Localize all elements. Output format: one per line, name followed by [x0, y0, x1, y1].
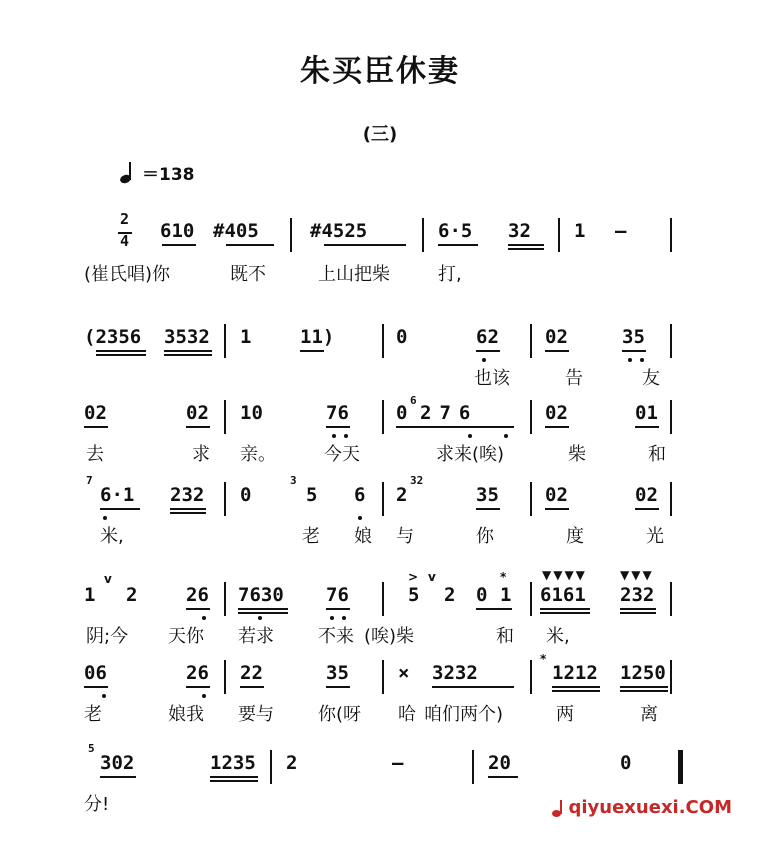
beam — [620, 690, 668, 692]
lyric: 和 — [496, 626, 514, 647]
beam — [432, 686, 514, 688]
lyric: 告 — [565, 368, 583, 389]
notes: 2 — [126, 584, 138, 606]
ornament-mark: * — [540, 652, 547, 666]
beam — [476, 350, 500, 352]
notes: — — [392, 752, 404, 774]
lyric: 度 — [566, 526, 584, 547]
barline — [530, 582, 532, 616]
notes: 02 — [545, 402, 568, 424]
notes: 1 — [84, 584, 96, 606]
lyric: 你(呀 — [318, 704, 362, 725]
section-number: (三) — [362, 124, 398, 145]
beam — [540, 608, 590, 610]
low-octave-dot — [330, 616, 334, 620]
score-line-3 — [0, 394, 760, 476]
notes: 22 — [240, 662, 263, 684]
barline — [670, 660, 672, 694]
barline — [530, 400, 532, 434]
beam — [545, 426, 569, 428]
beam — [238, 608, 288, 610]
notes: 1 — [500, 584, 512, 606]
notes: 6161 — [540, 584, 586, 606]
barline — [670, 582, 672, 616]
beam — [545, 350, 569, 352]
beam — [162, 244, 196, 246]
beam — [326, 608, 350, 610]
beam — [100, 508, 140, 510]
beam — [552, 690, 600, 692]
beam — [635, 426, 659, 428]
breath-mark: v — [428, 570, 436, 584]
barline — [670, 218, 672, 252]
notes: 610 — [160, 220, 195, 242]
lyric: 既不 — [230, 264, 266, 285]
notes: 32 — [508, 220, 531, 242]
beam — [396, 426, 514, 428]
notes: 1 — [240, 326, 252, 348]
low-octave-dot — [482, 358, 486, 362]
barline — [224, 324, 226, 358]
notes: 2 — [444, 584, 456, 606]
score-line-2 — [0, 326, 760, 400]
beam — [170, 512, 206, 514]
beam — [170, 508, 206, 510]
lyric: 天你 — [168, 626, 204, 647]
beam — [540, 612, 590, 614]
barline — [382, 660, 384, 694]
barline — [530, 482, 532, 516]
beam — [186, 686, 210, 688]
staccato-marks: ▼▼▼▼ — [542, 568, 587, 582]
low-octave-dot — [202, 616, 206, 620]
notes: (2356 — [84, 326, 142, 348]
low-octave-dot — [468, 434, 472, 438]
beam — [300, 350, 324, 352]
staccato-marks: ▼▼▼ — [620, 568, 654, 582]
lyric: 要与 — [238, 704, 274, 725]
beam — [476, 608, 512, 610]
lyric: 娘我 — [168, 704, 204, 725]
beam — [488, 776, 518, 778]
notes: 11) — [300, 326, 335, 348]
beam — [326, 686, 350, 688]
tempo-marking — [118, 160, 195, 185]
notes: 5 — [408, 584, 420, 606]
notes: 1 — [574, 220, 586, 242]
notes: 0 — [240, 484, 252, 506]
score-line-4 — [0, 474, 760, 558]
barline — [382, 582, 384, 616]
page-title: 朱买臣休妻 — [300, 54, 460, 89]
barline — [224, 660, 226, 694]
breath-mark: v — [104, 572, 112, 586]
beam — [186, 426, 210, 428]
low-octave-dot — [628, 358, 632, 362]
notes: 35 — [326, 662, 349, 684]
beam — [620, 608, 656, 610]
notes: 02 — [84, 402, 107, 424]
beam — [324, 244, 406, 246]
beam — [240, 686, 264, 688]
notes: 35 — [476, 484, 499, 506]
barline — [290, 218, 292, 252]
lyric: 老 — [84, 704, 102, 725]
low-octave-dot — [358, 516, 362, 520]
notes: 06 — [84, 662, 107, 684]
low-octave-dot — [332, 434, 336, 438]
lyric: 今天 — [324, 444, 360, 465]
lyric: 米, — [546, 626, 570, 647]
grace-note: 32 — [410, 474, 424, 487]
lyric: 亲。 — [240, 444, 276, 465]
barline — [422, 218, 424, 252]
low-octave-dot — [258, 616, 262, 620]
barline — [472, 750, 474, 784]
score-line-5 — [0, 568, 760, 658]
barline — [270, 750, 272, 784]
beam — [164, 350, 212, 352]
notes: #405 — [213, 220, 259, 242]
beam — [620, 612, 656, 614]
lyric: 娘 — [354, 526, 372, 547]
notes: 2 — [286, 752, 298, 774]
beam — [96, 354, 146, 356]
lyric: (崔氏唱)你 — [84, 264, 171, 285]
music-note-icon — [552, 799, 566, 817]
notes: 10 — [240, 402, 263, 424]
beam — [545, 508, 569, 510]
lyric: 也该 — [474, 368, 510, 389]
barline — [382, 482, 384, 516]
lyric: 打, — [438, 264, 462, 285]
lyric: 不来 — [318, 626, 354, 647]
grace-note: 7 — [86, 474, 93, 487]
score-line-6 — [0, 652, 760, 736]
lyric: (唉)柴 — [364, 626, 415, 647]
beam — [508, 244, 544, 246]
beam — [326, 426, 350, 428]
accent-mark: > — [408, 570, 419, 584]
notes: 5 — [306, 484, 318, 506]
notes: 6 — [354, 484, 366, 506]
notes: 1235 — [210, 752, 256, 774]
quarter-note-icon — [118, 162, 138, 184]
beam — [476, 508, 500, 510]
barline — [224, 400, 226, 434]
beam — [238, 612, 288, 614]
lyric: 求来(唉) — [436, 444, 505, 465]
time-signature-bottom: 4 — [120, 232, 130, 250]
low-octave-dot — [202, 694, 206, 698]
lyric: 和 — [648, 444, 666, 465]
lyric: 两 — [556, 704, 574, 725]
notes: 02 — [186, 402, 209, 424]
lyric: 咱们两个) — [424, 704, 504, 725]
beam — [226, 244, 274, 246]
notes: #4525 — [310, 220, 368, 242]
notes: 35 — [622, 326, 645, 348]
time-signature-top: 2 — [120, 210, 130, 228]
notes: 232 — [170, 484, 205, 506]
notes: 0 — [396, 402, 408, 424]
lyric: 上山把柴 — [318, 264, 390, 285]
beam — [100, 776, 136, 778]
notes: 02 — [635, 484, 658, 506]
notes: 3232 — [432, 662, 478, 684]
barline — [530, 660, 532, 694]
beam — [84, 686, 108, 688]
lyric: 离 — [640, 704, 658, 725]
notes: 76 — [326, 402, 349, 424]
notes: 76 — [326, 584, 349, 606]
ornament-mark: * — [500, 570, 507, 584]
lyric: 求 — [192, 444, 210, 465]
notes: 0 — [620, 752, 632, 774]
beam — [164, 354, 212, 356]
beam — [186, 608, 210, 610]
barline — [670, 482, 672, 516]
watermark-text: qiyuexuexi.COM — [568, 797, 732, 818]
notes: 7630 — [238, 584, 284, 606]
notes: 276 — [420, 402, 479, 424]
barline — [530, 324, 532, 358]
beam — [508, 248, 544, 250]
watermark — [552, 797, 733, 818]
low-octave-dot — [342, 616, 346, 620]
notes: 62 — [476, 326, 499, 348]
lyric: 光 — [646, 526, 664, 547]
notes: 6·1 — [100, 484, 135, 506]
final-barline — [678, 750, 683, 784]
beam — [552, 686, 600, 688]
grace-note: 3 — [290, 474, 297, 487]
grace-note: 6 — [410, 394, 417, 407]
low-octave-dot — [344, 434, 348, 438]
barline — [670, 324, 672, 358]
score-line-1 — [0, 210, 760, 294]
beam — [622, 350, 646, 352]
notes: 20 — [488, 752, 511, 774]
low-octave-dot — [103, 516, 107, 520]
beam — [210, 780, 258, 782]
low-octave-dot — [504, 434, 508, 438]
notes: — — [615, 220, 627, 242]
beam — [210, 776, 258, 778]
lyric: 老 — [302, 526, 320, 547]
notes: 02 — [545, 484, 568, 506]
lyric: 若求 — [238, 626, 274, 647]
barline — [382, 324, 384, 358]
notes: 6·5 — [438, 220, 473, 242]
beam — [438, 244, 478, 246]
low-octave-dot — [102, 694, 106, 698]
notes: 1250 — [620, 662, 666, 684]
notes: 2 — [396, 484, 408, 506]
notes: 3532 — [164, 326, 210, 348]
beam — [84, 426, 108, 428]
lyric: 哈 — [398, 704, 416, 725]
notes: 1212 — [552, 662, 598, 684]
barline — [224, 582, 226, 616]
beam — [620, 686, 668, 688]
beam — [96, 350, 146, 352]
notes: 302 — [100, 752, 135, 774]
notes: 26 — [186, 584, 209, 606]
notes: 232 — [620, 584, 655, 606]
lyric: 柴 — [568, 444, 586, 465]
beam — [635, 508, 659, 510]
lyric: 你 — [476, 526, 494, 547]
barline — [670, 400, 672, 434]
notes: 0 — [476, 584, 488, 606]
barline — [558, 218, 560, 252]
notes: 02 — [545, 326, 568, 348]
lyric: 与 — [396, 526, 414, 547]
low-octave-dot — [640, 358, 644, 362]
lyric: 去 — [86, 444, 104, 465]
barline — [224, 482, 226, 516]
notes: 01 — [635, 402, 658, 424]
notes: 0 — [396, 326, 408, 348]
notes: 26 — [186, 662, 209, 684]
notes: × — [398, 662, 410, 684]
grace-note: 5 — [88, 742, 95, 755]
barline — [382, 400, 384, 434]
lyric: 友 — [642, 368, 660, 389]
tempo-value: ＝138 — [142, 165, 195, 185]
lyric: 分! — [84, 794, 110, 815]
lyric: 阴;今 — [86, 626, 129, 647]
lyric: 米, — [100, 526, 124, 547]
